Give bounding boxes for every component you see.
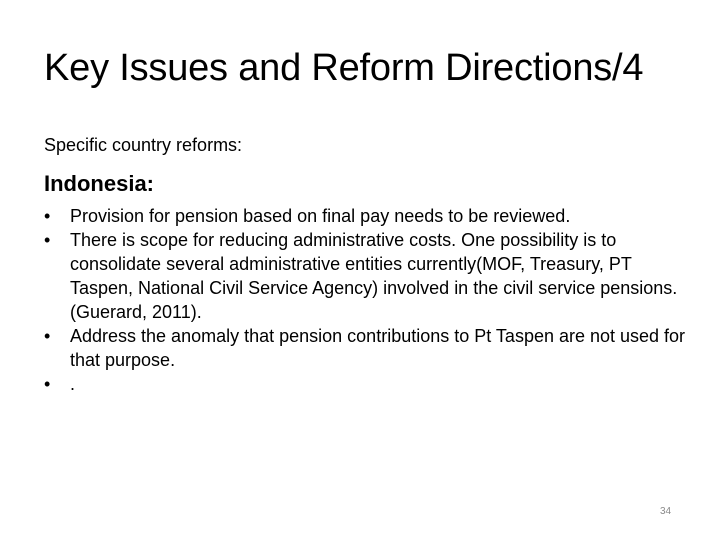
bullet-text: There is scope for reducing administrative costs. One possibility is to consolidate several administrative entities currently(MOF, Treasury, PT Taspen, National Civil Service Agency) involved in the civil service pensions. (Guerard, 2011). (70, 230, 678, 322)
bullet-list (44, 204, 694, 396)
bullet-icon: • (44, 206, 51, 226)
bullet-icon: • (44, 230, 51, 250)
bullet-text: . (70, 374, 76, 394)
slide-title: Key Issues and Reform Directions/4 (44, 47, 644, 89)
bullet-item (44, 372, 694, 396)
bullet-item (44, 324, 694, 372)
section-heading: Indonesia: (44, 171, 155, 196)
page-number: 34 (660, 506, 672, 517)
bullet-icon: • (44, 326, 51, 346)
slide-subtitle: Specific country reforms: (44, 135, 243, 155)
bullet-text: Provision for pension based on final pay needs to be reviewed. (70, 206, 571, 226)
bullet-text: Address the anomaly that pension contributions to Pt Taspen are not used for that purpose. (70, 326, 686, 370)
bullet-item (44, 204, 694, 228)
bullet-icon: • (44, 374, 51, 394)
bullet-item (44, 228, 694, 324)
